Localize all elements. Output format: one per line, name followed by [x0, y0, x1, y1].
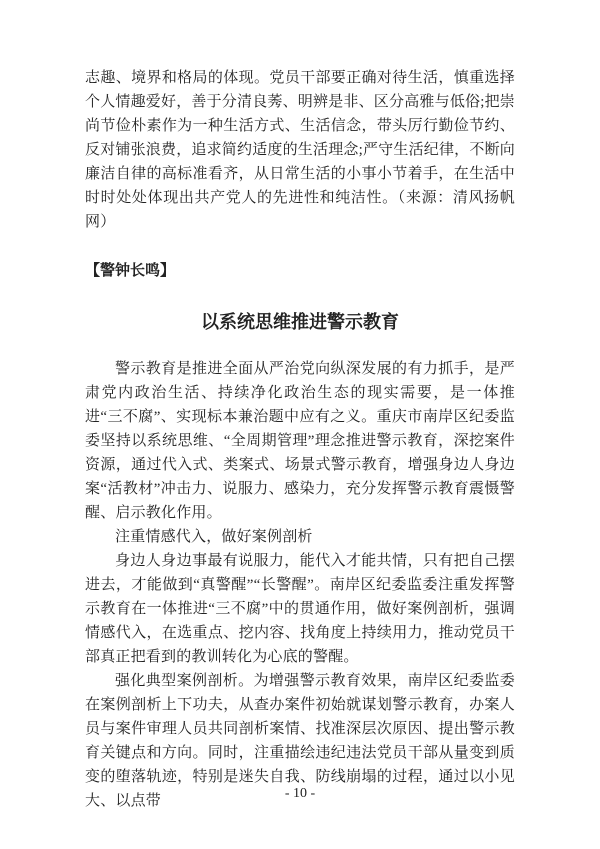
page-number: - 10 - [284, 786, 316, 801]
paragraph-subheading: 注重情感代入，做好案例剖析 [115, 529, 313, 545]
body-paragraph: 强化典型案例剖析。为增强警示教育效果，南岸区纪委监委在案例剖析上下功夫，从查办案件初始就谋划警示教育，办案人员与案件审理人员共同剖析案情、找准深层次原因、提出警示教育关键点和方向。同时，注重描绘违纪违法党员干部从量变到质变的堕落轨迹，特别是迷失自我、防线崩塌的过程，通过以小见大、以点带 [85, 673, 515, 809]
continuation-paragraph: 志趣、境界和格局的体现。党员干部要正确对待生活，慎重选择个人情趣爱好，善于分清良莠、明辨是非、区分高雅与低俗;把崇尚节俭朴素作为一种生活方式、生活信念，带头厉行勤俭节约、反对铺张浪费，追求简约适度的生活理念;严守生活纪律，不断向廉洁自律的高标准看齐，从日常生活的小事小节着手，在生活中时时处处体现出共产党人的先进性和纯洁性。（来源：清风扬帆网） [85, 70, 515, 230]
section-label: 【警钟长鸣】 [85, 263, 176, 279]
body-paragraph: 身边人身边事最有说服力，能代入才能共情，只有把自己摆进去，才能做到“真警醒”“长警醒”。南岸区纪委监委注重发挥警示教育在一体推进“三不腐”中的贯通作用，做好案例剖析，强调情感代入，在选重点、挖内容、找角度上持续用力，推动党员干部真正把看到的教训转化为心底的警醒。 [85, 553, 515, 665]
article-title: 以系统思维推进警示教育 [201, 312, 399, 332]
body-paragraph: 警示教育是推进全面从严治党向纵深发展的有力抓手，是严肃党内政治生活、持续净化政治生态的现实需要，是一体推进“三不腐”、实现标本兼治题中应有之义。重庆市南岸区纪委监委坚持以系统思维、“全周期管理”理念推进警示教育，深挖案件资源，通过代入式、类案式、场景式警示教育，增强身边人身边案“活教材”冲击力、说服力、感染力，充分发挥警示教育震慑警醒、启示教化作用。 [85, 361, 515, 521]
page-content [85, 66, 515, 813]
